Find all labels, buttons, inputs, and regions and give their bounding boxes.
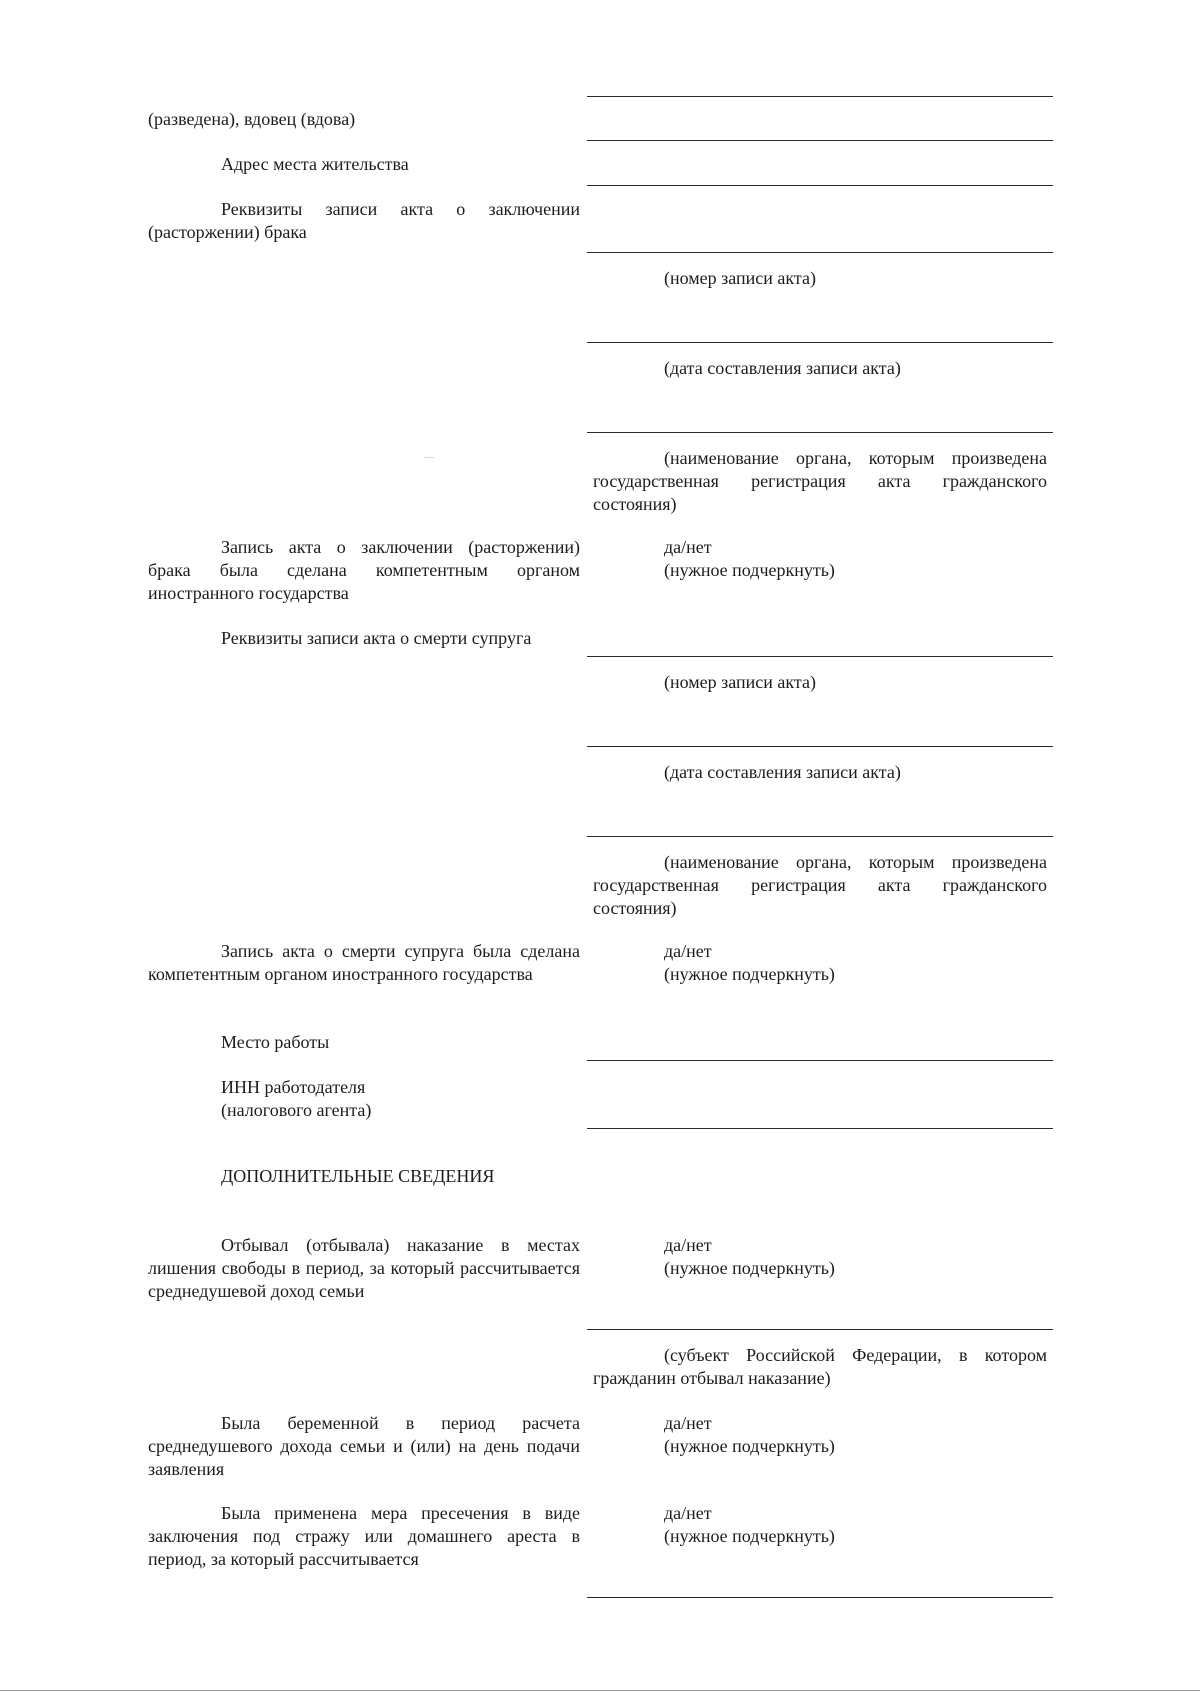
marriage-record-number-field[interactable] [587,252,1053,253]
marriage-foreign-label: Запись акта о заключении (расторжении) брака была сделана компетентным органом иностранного государства [148,537,580,603]
death-registry-organ-field[interactable] [587,836,1053,837]
tax-agent-label: (налогового агента) [221,1100,372,1120]
page-bottom-edge [0,1690,1200,1691]
marriage-registry-organ-field[interactable] [587,432,1053,433]
marriage-record-label: Реквизиты записи акта о заключении (расторжении) брака [148,199,580,242]
marriage-record-date-hint: (дата составления записи акта) [664,358,901,378]
marriage-record-number-hint: (номер записи акта) [664,268,816,288]
death-foreign-label: Запись акта о смерти супруга была сделана компетентным органом иностранного государства [148,941,580,984]
workplace-label: Место работы [221,1032,330,1052]
death-foreign-yes-no[interactable]: да/нет [664,941,712,961]
marriage-foreign-underline-hint: (нужное подчеркнуть) [664,560,835,580]
pregnant-yes-no[interactable]: да/нет [664,1413,712,1433]
pregnant-label: Была беременной в период расчета среднедушевого дохода семьи и (или) на день подачи заявления [148,1413,580,1479]
scan-speck [424,457,434,458]
marriage-registry-organ-hint: (наименование органа, которым произведена государственная регистрация акта гражданского состояния) [593,448,1047,514]
prison-subject-hint: (субъект Российской Федерации, в котором гражданин отбывал наказание) [593,1345,1047,1388]
section-heading: ДОПОЛНИТЕЛЬНЫЕ СВЕДЕНИЯ [221,1166,495,1186]
employer-inn-field[interactable] [587,1128,1053,1129]
custody-yes-no[interactable]: да/нет [664,1503,712,1523]
custody-underline-hint: (нужное подчеркнуть) [664,1526,835,1546]
address-field[interactable] [587,185,1053,186]
death-record-label: Реквизиты записи акта о смерти супруга [221,628,532,648]
marriage-record-date-field[interactable] [587,342,1053,343]
death-record-date-field[interactable] [587,746,1053,747]
death-record-number-hint: (номер записи акта) [664,672,816,692]
marriage-foreign-yes-no[interactable]: да/нет [664,537,712,557]
employer-inn-label: ИНН работодателя [221,1077,366,1097]
death-record-number-field[interactable] [587,656,1053,657]
pregnant-underline-hint: (нужное подчеркнуть) [664,1436,835,1456]
death-registry-organ-hint: (наименование органа, которым произведена государственная регистрация акта гражданского состояния) [593,852,1047,918]
prison-subject-field[interactable] [587,1329,1053,1330]
custody-extra-field[interactable] [587,1597,1053,1598]
death-foreign-underline-hint: (нужное подчеркнуть) [664,964,835,984]
prison-label: Отбывал (отбывала) наказание в местах лишения свободы в период, за который рассчитывается среднедушевой доход семьи [148,1235,580,1301]
prison-yes-no[interactable]: да/нет [664,1235,712,1255]
marital-status-continuation: (разведена), вдовец (вдова) [148,109,356,129]
marital-status-field-2[interactable] [587,140,1053,141]
address-label: Адрес места жительства [221,154,409,174]
workplace-field[interactable] [587,1060,1053,1061]
prison-underline-hint: (нужное подчеркнуть) [664,1258,835,1278]
custody-label: Была применена мера пресечения в виде заключения под стражу или домашнего ареста в период, за который рассчитывается [148,1503,580,1569]
marital-status-field[interactable] [587,96,1053,97]
death-record-date-hint: (дата составления записи акта) [664,762,901,782]
